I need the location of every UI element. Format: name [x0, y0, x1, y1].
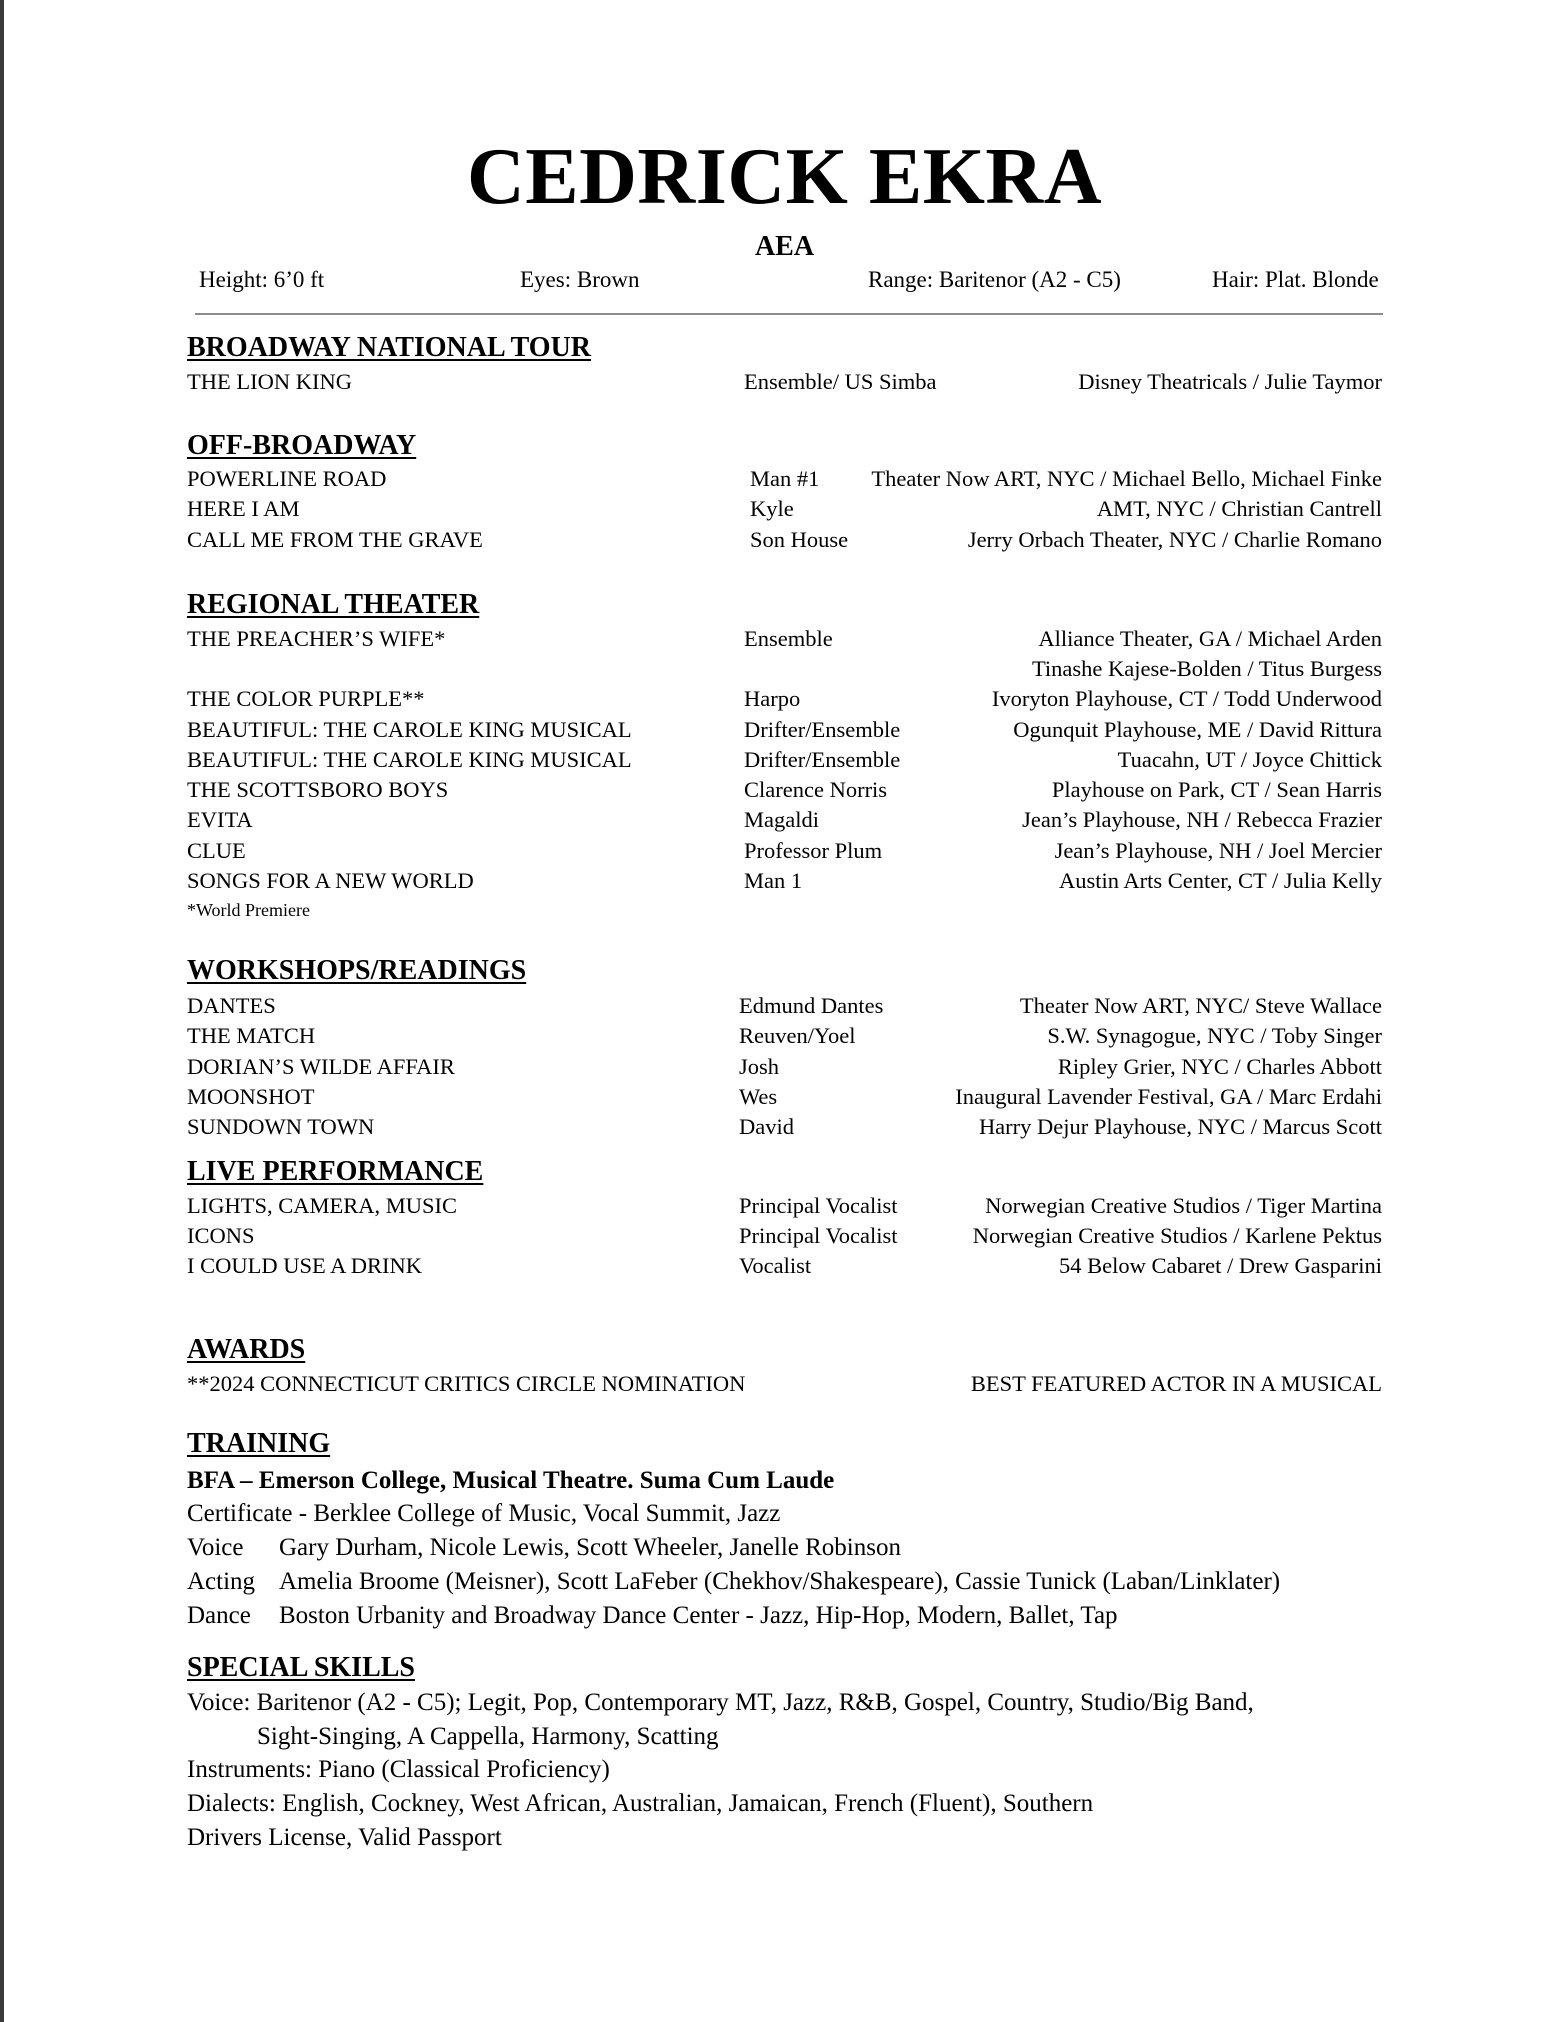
skills-dialects: Dialects: English, Cockney, West African, Australian, Jamaican, French (Fluent), Southern — [187, 1790, 1094, 1817]
section-heading-workshops: WORKSHOPS/READINGS — [187, 955, 527, 986]
credit-role: Reuven/Yoel — [739, 1023, 856, 1048]
credit-venue: Tuacahn, UT / Joyce Chittick — [1117, 747, 1382, 772]
union-affiliation: AEA — [754, 231, 815, 262]
stat-hair: Hair: Plat. Blonde — [1212, 267, 1379, 292]
credit-role: Professor Plum — [744, 838, 883, 863]
credit-row — [187, 495, 1382, 523]
award-title: **2024 CONNECTICUT CRITICS CIRCLE NOMINATION — [187, 1371, 746, 1396]
resume-page — [187, 0, 1382, 2022]
training-label: Voice — [187, 1534, 244, 1561]
training-row-dance — [187, 1600, 1118, 1632]
credit-venue: Alliance Theater, GA / Michael Arden — [1038, 626, 1382, 651]
training-label: Acting — [187, 1568, 256, 1595]
credit-row — [187, 1222, 1382, 1250]
credit-role: Principal Vocalist — [739, 1223, 898, 1248]
credit-show: I COULD USE A DRINK — [187, 1253, 423, 1278]
skills-instruments: Instruments: Piano (Classical Proficiency) — [187, 1756, 610, 1783]
training-teachers: Amelia Broome (Meisner), Scott LaFeber (Chekhov/Shakespeare), Cassie Tunick (Laban/Linklater) — [279, 1568, 1281, 1595]
credit-role: Drifter/Ensemble — [744, 717, 901, 742]
training-row-acting — [187, 1566, 1280, 1598]
credit-row — [187, 1083, 1382, 1111]
credit-role: Man 1 — [744, 868, 803, 893]
credit-role: Man #1 — [750, 466, 820, 491]
credit-row — [187, 746, 1382, 774]
training-teachers: Boston Urbanity and Broadway Dance Center - Jazz, Hip-Hop, Modern, Ballet, Tap — [279, 1602, 1118, 1629]
credit-role: Principal Vocalist — [739, 1193, 898, 1218]
section-heading-special-skills: SPECIAL SKILLS — [187, 1652, 415, 1683]
training-degree: BFA – Emerson College, Musical Theatre. Suma Cum Laude — [187, 1467, 835, 1494]
credit-show: LIGHTS, CAMERA, MUSIC — [187, 1193, 458, 1218]
stat-range: Range: Baritenor (A2 - C5) — [868, 267, 1121, 292]
credit-row — [187, 625, 1382, 653]
credit-row — [187, 685, 1382, 713]
credit-role: Son House — [750, 527, 849, 552]
credit-role: David — [739, 1114, 794, 1139]
performer-name: CEDRICK EKRA — [467, 133, 1102, 221]
credit-venue: Inaugural Lavender Festival, GA / Marc Erdahi — [955, 1084, 1382, 1109]
credit-row — [187, 465, 1382, 493]
credit-role: Magaldi — [744, 807, 819, 832]
credit-row — [187, 806, 1382, 834]
credit-venue: Jean’s Playhouse, NH / Joel Mercier — [1054, 838, 1382, 863]
credit-show: BEAUTIFUL: THE CAROLE KING MUSICAL — [187, 747, 632, 772]
credit-show: DANTES — [187, 993, 276, 1018]
credit-show: THE SCOTTSBORO BOYS — [187, 777, 449, 802]
skills-other: Drivers License, Valid Passport — [187, 1824, 502, 1851]
credit-role: Vocalist — [739, 1253, 812, 1278]
credit-role: Wes — [739, 1084, 778, 1109]
credit-row — [187, 1022, 1382, 1050]
section-heading-off-broadway: OFF-BROADWAY — [187, 430, 417, 461]
credit-show: POWERLINE ROAD — [187, 466, 387, 491]
credit-venue: Tinashe Kajese-Bolden / Titus Burgess — [1031, 656, 1382, 681]
training-label: Dance — [187, 1602, 251, 1629]
award-category: BEST FEATURED ACTOR IN A MUSICAL — [970, 1371, 1382, 1396]
award-row — [187, 1370, 1382, 1398]
credit-show: DORIAN’S WILDE AFFAIR — [187, 1054, 455, 1079]
credit-show: MOONSHOT — [187, 1084, 315, 1109]
skills-voice-continued: Sight-Singing, A Cappella, Harmony, Scatting — [257, 1723, 719, 1750]
credit-row — [187, 716, 1382, 744]
credit-role: Edmund Dantes — [739, 993, 884, 1018]
page-left-edge — [0, 0, 4, 2022]
credit-role: Kyle — [750, 496, 794, 521]
credit-show: CLUE — [187, 838, 246, 863]
credit-show: THE MATCH — [187, 1023, 316, 1048]
credit-venue: Jerry Orbach Theater, NYC / Charlie Romano — [967, 527, 1382, 552]
credit-show: THE PREACHER’S WIFE* — [187, 626, 446, 651]
credit-row — [187, 992, 1382, 1020]
credit-row — [187, 837, 1382, 865]
training-certificate: Certificate - Berklee College of Music, Vocal Summit, Jazz — [187, 1500, 781, 1527]
header-divider — [195, 313, 1383, 315]
credit-venue: Jean’s Playhouse, NH / Rebecca Frazier — [1022, 807, 1382, 832]
stat-eyes: Eyes: Brown — [520, 267, 640, 292]
credit-venue: S.W. Synagogue, NYC / Toby Singer — [1047, 1023, 1382, 1048]
credit-show: HERE I AM — [187, 496, 300, 521]
training-row-voice — [187, 1532, 901, 1564]
section-heading-broadway-tour: BROADWAY NATIONAL TOUR — [187, 332, 592, 363]
credit-show: BEAUTIFUL: THE CAROLE KING MUSICAL — [187, 717, 632, 742]
credit-show: SUNDOWN TOWN — [187, 1114, 375, 1139]
section-heading-awards: AWARDS — [187, 1334, 306, 1365]
credit-venue: Ripley Grier, NYC / Charles Abbott — [1057, 1054, 1382, 1079]
credit-venue: Theater Now ART, NYC/ Steve Wallace — [1019, 993, 1382, 1018]
credit-venue: Harry Dejur Playhouse, NYC / Marcus Scott — [978, 1114, 1382, 1139]
credit-row — [187, 368, 1382, 396]
credit-role: Clarence Norris — [744, 777, 888, 802]
credit-venue: AMT, NYC / Christian Cantrell — [1096, 496, 1382, 521]
credit-row — [187, 776, 1382, 804]
credit-row — [187, 526, 1382, 554]
world-premiere-footnote: *World Premiere — [187, 900, 311, 920]
credit-role: Harpo — [744, 686, 801, 711]
credit-row — [187, 1252, 1382, 1280]
credit-venue: 54 Below Cabaret / Drew Gasparini — [1058, 1253, 1382, 1278]
credit-venue: Ivoryton Playhouse, CT / Todd Underwood — [991, 686, 1382, 711]
section-heading-regional: REGIONAL THEATER — [187, 589, 480, 620]
credit-show: SONGS FOR A NEW WORLD — [187, 868, 474, 893]
credit-venue: Disney Theatricals / Julie Taymor — [1078, 369, 1382, 394]
credit-show: ICONS — [187, 1223, 255, 1248]
credit-row — [187, 867, 1382, 895]
credit-show: EVITA — [187, 807, 253, 832]
credit-row — [187, 1053, 1382, 1081]
credit-row — [187, 1113, 1382, 1141]
credit-role: Ensemble/ US Simba — [744, 369, 937, 394]
section-heading-training: TRAINING — [187, 1428, 331, 1459]
credit-show: CALL ME FROM THE GRAVE — [187, 527, 483, 552]
credit-venue: Theater Now ART, NYC / Michael Bello, Michael Finke — [871, 466, 1382, 491]
section-heading-live-performance: LIVE PERFORMANCE — [187, 1156, 484, 1187]
credit-role: Josh — [739, 1054, 780, 1079]
credit-role: Drifter/Ensemble — [744, 747, 901, 772]
credit-venue: Norwegian Creative Studios / Tiger Martina — [985, 1193, 1382, 1218]
credit-show: THE COLOR PURPLE** — [187, 686, 425, 711]
credit-role: Ensemble — [744, 626, 833, 651]
credit-row — [187, 655, 1382, 683]
credit-row — [187, 1192, 1382, 1220]
stat-height: Height: 6’0 ft — [199, 267, 325, 292]
credit-venue: Playhouse on Park, CT / Sean Harris — [1051, 777, 1382, 802]
credit-show: THE LION KING — [187, 369, 352, 394]
credit-venue: Norwegian Creative Studios / Karlene Pektus — [972, 1223, 1382, 1248]
credit-venue: Austin Arts Center, CT / Julia Kelly — [1058, 868, 1382, 893]
skills-voice: Voice: Baritenor (A2 - C5); Legit, Pop, Contemporary MT, Jazz, R&B, Gospel, Country, Studio/Big Band, — [187, 1689, 1254, 1716]
training-teachers: Gary Durham, Nicole Lewis, Scott Wheeler, Janelle Robinson — [279, 1534, 901, 1561]
credit-venue: Ogunquit Playhouse, ME / David Rittura — [1013, 717, 1382, 742]
